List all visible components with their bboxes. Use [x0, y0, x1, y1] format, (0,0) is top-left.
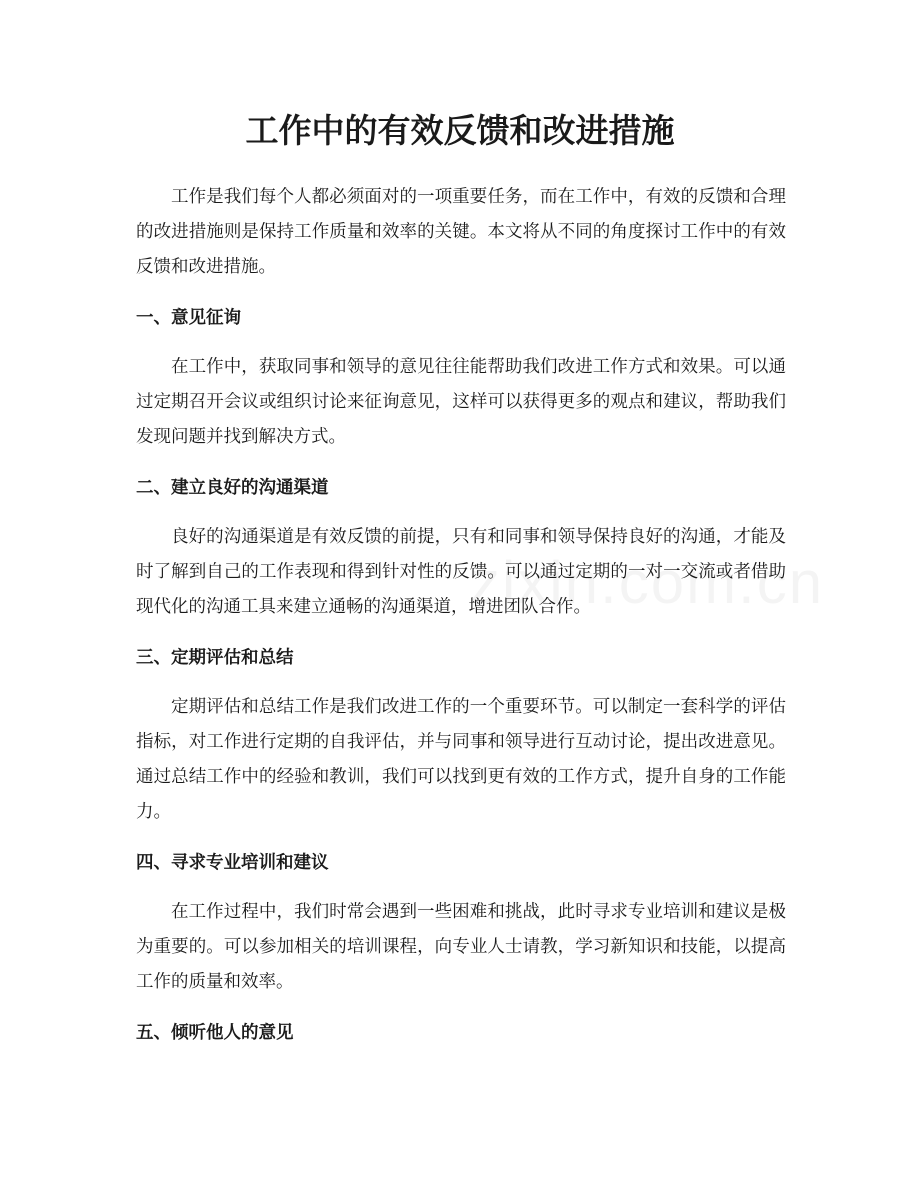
document-title: 工作中的有效反馈和改进措施 [245, 111, 675, 150]
section-heading-5: 五、倾听他人的意见 [136, 1023, 294, 1043]
section-heading-3: 三、定期评估和总结 [136, 648, 294, 668]
section-heading-2: 二、建立良好的沟通渠道 [136, 478, 329, 498]
section-paragraph-2: 良好的沟通渠道是有效反馈的前提，只有和同事和领导保持良好的沟通，才能及时了解到自己的工作表现和得到针对性的反馈。可以通过定期的一对一交流或者借助现代化的沟通工具来建立通畅的沟通渠道，增进团队合作。 [136, 527, 786, 617]
watermark [470, 548, 824, 617]
section-paragraph-3: 定期评估和总结工作是我们改进工作的一个重要环节。可以制定一套科学的评估指标，对工作进行定期的自我评估，并与同事和领导进行互动讨论，提出改进意见。通过总结工作中的经验和教训，我们可以找到更有效的工作方式，提升自身的工作能力。 [136, 697, 786, 822]
section-heading-4: 四、寻求专业培训和建议 [136, 853, 329, 873]
section-paragraph-4: 在工作过程中，我们时常会遇到一些困难和挑战，此时寻求专业培训和建议是极为重要的。可以参加相关的培训课程，向专业人士请教，学习新知识和技能，以提高工作的质量和效率。 [136, 902, 786, 992]
section-paragraph-1: 在工作中，获取同事和领导的意见往往能帮助我们改进工作方式和效果。可以通过定期召开会议或组织讨论来征询意见，这样可以获得更多的观点和建议，帮助我们发现问题并找到解决方式。 [136, 357, 786, 447]
section-heading-1: 一、意见征询 [136, 308, 241, 328]
intro-paragraph: 工作是我们每个人都必须面对的一项重要任务，而在工作中，有效的反馈和合理的改进措施则是保持工作质量和效率的关键。本文将从不同的角度探讨工作中的有效反馈和改进措施。 [136, 187, 786, 277]
